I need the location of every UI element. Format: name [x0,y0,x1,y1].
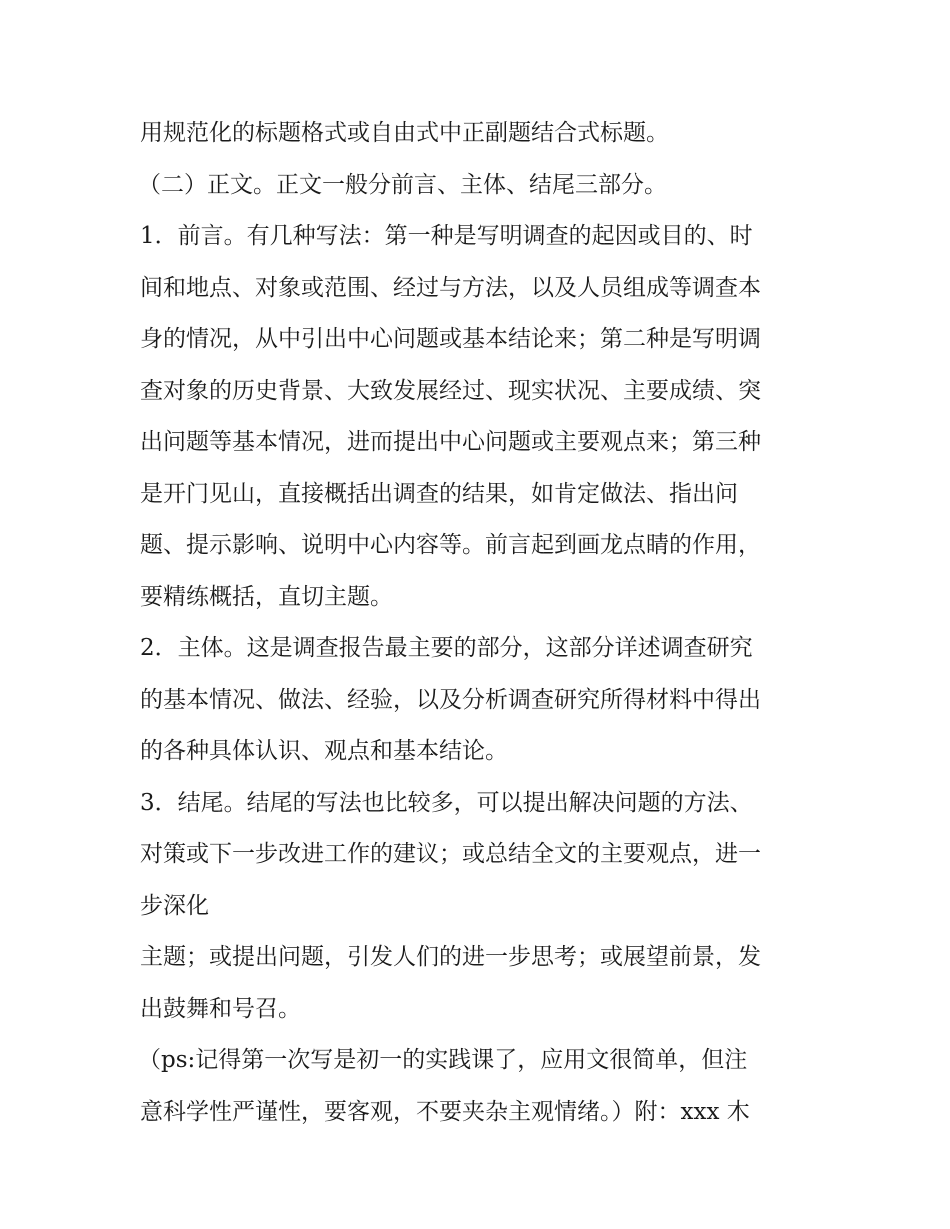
text-line: 题、提示影响、说明中心内容等。前言起到画龙点睛的作用， [140,532,761,558]
item-heading-preface: 1．前言。有几种写法：第一种是写明调查的起因或目的、时 [140,223,753,249]
text-line: 间和地点、对象或范围、经过与方法，以及人员组成等调查本 [140,274,761,301]
text-line: 的基本情况、做法、经验，以及分析调查研究所得材料中得出 [140,686,761,713]
text-line: 主题；或提出问题，引发人们的进一步思考；或展望前景，发 [140,944,761,970]
item-heading-ending: 3．结尾。结尾的写法也比较多，可以提出解决问题的方法、 [140,789,753,816]
ps-note-line: 意科学性严谨性，要客观，不要夹杂主观情绪。）附：xxx 木 [140,1098,750,1125]
text-line: 身的情况，从中引出中心问题或基本结论来；第二种是写明调 [140,326,761,352]
text-line: 是开门见山，直接概括出调查的结果，如肯定做法、指出问 [140,480,738,507]
text-line: 出问题等基本情况，进而提出中心问题或主要观点来；第三种 [140,429,761,455]
item-heading-main-body: 2．主体。这是调查报告最主要的部分，这部分详述调查研究 [140,635,753,661]
ps-note-line: （ps:记得第一次写是初一的实践课了，应用文很简单，但注 [138,1047,748,1073]
text-line: 对策或下一步改进工作的建议；或总结全文的主要观点，进一 [140,841,761,867]
text-line: 的各种具体认识、观点和基本结论。 [140,738,508,764]
text-line: 要精练概括，直切主题。 [140,583,393,610]
text-line: 用规范化的标题格式或自由式中正副题结合式标题。 [140,120,669,146]
section-heading-body-text: （二）正文。正文一般分前言、主体、结尾三部分。 [138,171,667,198]
text-line: 查对象的历史背景、大致发展经过、现实状况、主要成绩、突 [140,377,761,404]
text-line: 出鼓舞和号召。 [140,995,301,1022]
text-line: 步深化 [140,892,209,919]
document-body [140,108,820,1138]
